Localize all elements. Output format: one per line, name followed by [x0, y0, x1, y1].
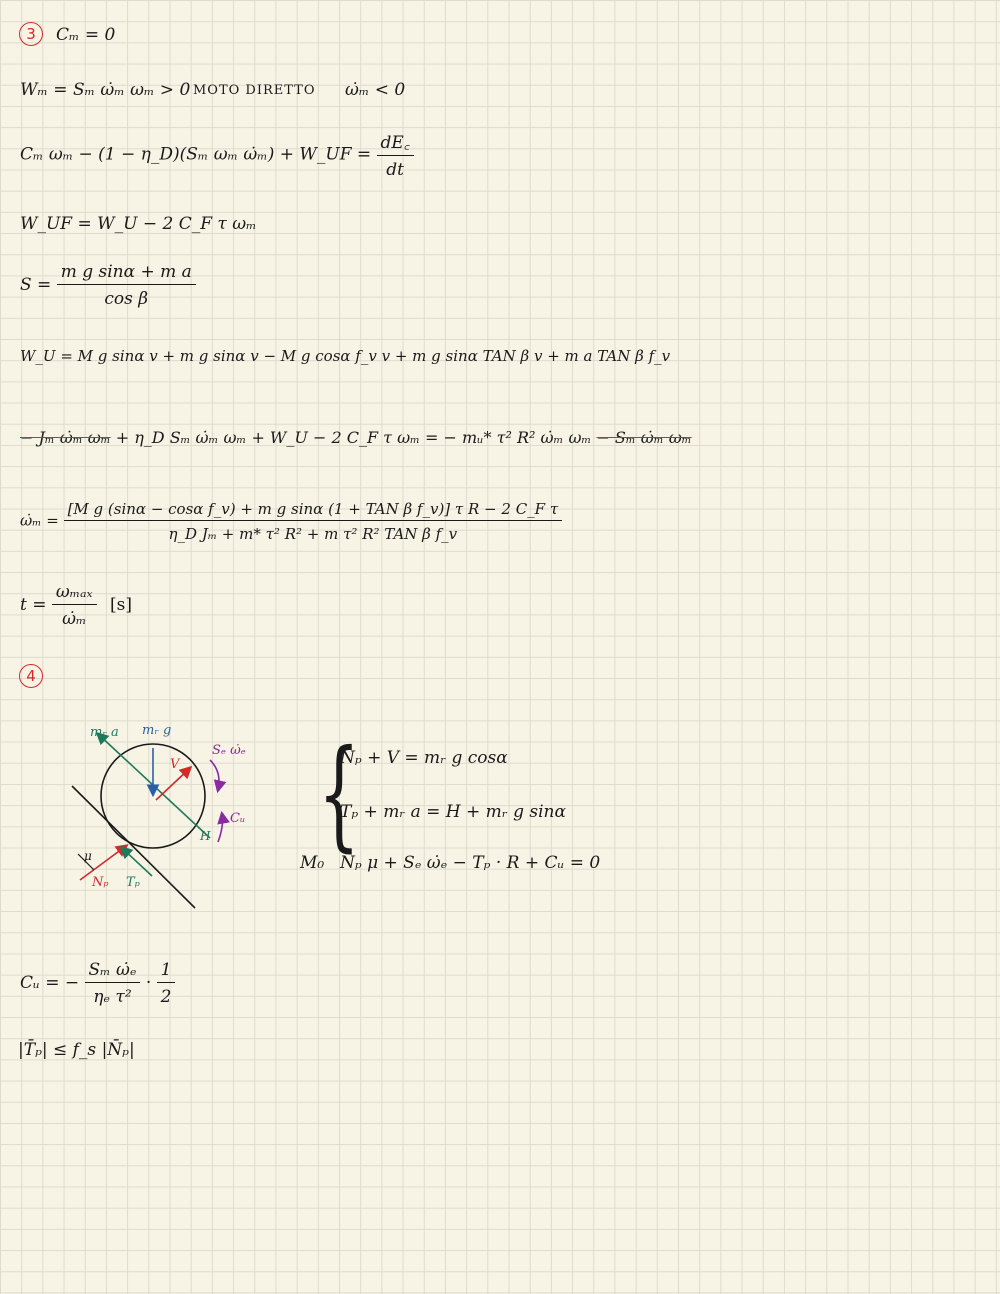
eq-cu-dot: ·: [145, 973, 152, 993]
eq-balance-s-cancelled: − Sₘ ω̇ₘ ωₘ: [596, 428, 692, 447]
inertia-force-arrow: [98, 734, 210, 838]
label-tp: Tₚ: [126, 875, 140, 890]
label-mrg: mᵣ g: [142, 723, 172, 738]
v-force-arrow: [156, 768, 190, 800]
eq-power-lhs: Cₘ ωₘ − (1 − η_D)(Sₘ ωₘ ω̇ₘ) + W_UF =: [20, 144, 372, 165]
eq-s-num: m g sinα + m a: [57, 262, 196, 285]
sewe-moment-arrow: [210, 760, 219, 790]
eq-cu-num2: 1: [157, 960, 176, 983]
cu-moment-arrow: [218, 814, 223, 842]
section-4-number: 4: [19, 664, 43, 688]
label-cu: Cᵤ: [230, 811, 246, 826]
eq-time: [20, 582, 132, 629]
sys-eq-3: Nₚ μ + Sₑ ω̇ₑ − Tₚ · R + Cᵤ = 0: [340, 853, 601, 873]
eq-power-den: dt: [386, 160, 404, 180]
eq-s-frac: [57, 262, 196, 309]
eq-wm-dot-solution: [20, 500, 562, 543]
eq-s: [20, 262, 196, 309]
system-brace: {: [318, 725, 360, 864]
eq-power-balance: [20, 130, 414, 180]
label-sewe: Sₑ ω̇ₑ: [212, 743, 246, 758]
free-body-diagram: [60, 720, 320, 920]
sys-eq-1: Nₚ + V = mᵣ g cosα: [340, 748, 508, 768]
eq-power-frac: [377, 130, 414, 180]
eq-cu-frac2: [157, 960, 176, 1007]
eq-cu-num: Sₘ ω̇ₑ: [85, 960, 141, 983]
eq-cu-lhs: Cᵤ = −: [20, 973, 80, 993]
eq-cu-frac1: [85, 960, 141, 1007]
eq-friction-limit: |T̄ₚ| ≤ f_s |N̄ₚ|: [18, 1040, 135, 1060]
label-h: H: [200, 829, 211, 843]
eq-wm: Wₘ = Sₘ ω̇ₘ ωₘ > 0: [20, 80, 191, 100]
eq-wm-dot: ω̇ₘ < 0: [345, 80, 406, 100]
label-mu: μ: [84, 849, 92, 863]
label-v: V: [170, 757, 180, 772]
eq-energy-balance: [20, 428, 692, 447]
sys-label-m0: M₀: [300, 853, 325, 873]
eq-wmdot-den: η_D Jₘ + m* τ² R² + m τ² R² TAN β f_v: [168, 525, 458, 543]
eq-wmdot-num: [M g (sinα − cosα f_v) + m g sinα (1 + TAN β f_v)] τ R − 2 C_F τ: [64, 500, 563, 521]
section-3-number: 3: [19, 22, 43, 46]
eq-cu: [20, 960, 175, 1007]
eq-t-frac: [52, 582, 97, 629]
eq-wmdot-lhs: ω̇ₘ =: [20, 511, 59, 530]
eq-power-num: dE꜀: [377, 130, 414, 156]
label-np: Nₚ: [92, 875, 109, 890]
note-moto-diretto: MOTO DIRETTO: [193, 83, 316, 98]
eq-balance-j-cancelled: − Jₘ ω̇ₘ ωₘ: [20, 428, 111, 447]
eq-s-lhs: S =: [20, 275, 52, 295]
sys-eq-2: Tₚ + mᵣ a = H + mᵣ g sinα: [340, 802, 566, 822]
label-mra: mᵣ a: [90, 725, 119, 740]
eq-balance-mid: + η_D Sₘ ω̇ₘ ωₘ + W_U − 2 C_F τ ωₘ = − mᵤ* τ² R² ω̇ₘ ωₘ: [110, 428, 597, 447]
eq-t-den: ω̇ₘ: [62, 609, 87, 629]
eq-wu: W_U = M g sinα v + m g sinα v − M g cosα f_v v + m g sinα TAN β v + m a TAN β f_v: [20, 347, 671, 365]
eq-cu-den2: 2: [160, 987, 172, 1007]
eq-wuf: W_UF = W_U − 2 C_F τ ωₘ: [20, 214, 257, 234]
eq-t-num: ωₘₐₓ: [52, 582, 97, 605]
eq-cu-den: ηₑ τ²: [93, 987, 132, 1007]
eq-t-lhs: t =: [20, 595, 47, 615]
eq-wmdot-frac: [64, 500, 563, 543]
eq-t-unit: [s]: [110, 595, 133, 615]
eq-s-den: cos β: [104, 289, 149, 309]
eq-cm-zero: Cₘ = 0: [56, 25, 116, 45]
